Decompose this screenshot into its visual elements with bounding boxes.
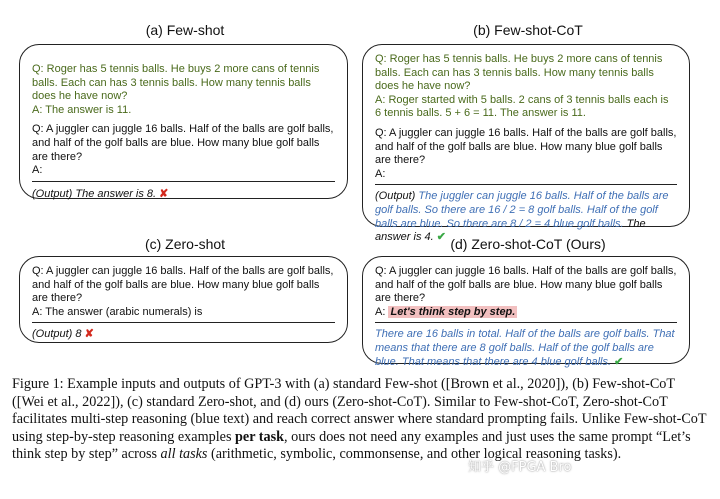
question: Q: A juggler can juggle 16 balls. Half of the balls are golf balls, and half of the golf balls are blue. How many blue golf balls are there? [32, 265, 334, 305]
figure-caption [12, 376, 710, 464]
caption-part3: (arithmetic, symbolic, commonsense, and other logical reasoning tasks). [211, 446, 622, 462]
divider [32, 181, 335, 182]
divider [32, 322, 335, 323]
panel-a-title: (a) Few-shot [145, 22, 225, 38]
panel-d-title: (d) Zero-shot-CoT (Ours) [450, 236, 606, 252]
answer-prompt: A: The answer (arabic numerals) is [32, 305, 203, 318]
divider [375, 322, 677, 323]
trigger-phrase: Let's think step by step. [390, 305, 516, 318]
panel-few-shot [19, 44, 348, 199]
cross-icon: ✘ [84, 328, 94, 341]
panel-b-title: (b) Few-shot-CoT [473, 22, 583, 38]
cross-icon: ✘ [159, 187, 169, 200]
question: Q: A juggler can juggle 16 balls. Half of the balls are golf balls, and half of the golf balls are blue. How many blue golf balls are there? [375, 265, 677, 305]
caption-part1: Figure 1: Example inputs and outputs of GPT-3 with (a) standard Few-shot ([Brown et al., 2020]), (b) Few-shot-CoT ([Wei et al., 2022]), (c) standard Zero-shot, and (d) ours (Zero-shot-CoT). Similar to Few-shot-CoT, Zero-shot-CoT facilitates multi-step reasoning (blue text) and reach correct answer where standard prompting fails. Unlike Few-shot-CoT using step-by-step reasoning examples [12, 376, 707, 445]
panel-c-title: (c) Zero-shot [144, 236, 226, 252]
divider [375, 184, 677, 185]
panel-zero-shot [19, 256, 348, 343]
caption-italic-all-tasks: all tasks [160, 446, 208, 462]
output-text: (Output) 8 [32, 328, 82, 341]
example-answer: A: The answer is 11. [32, 103, 132, 116]
check-icon: ✔ [614, 355, 624, 368]
example-question: Q: Roger has 5 tennis balls. He buys 2 more cans of tennis balls. Each can has 3 tennis balls. How many tennis balls does he have now? [32, 63, 320, 103]
caption-bold-per-task: per task [235, 428, 285, 445]
caption-part2: , ours does not need any examples and just uses the same prompt “Let’s think step by step” across [12, 428, 691, 462]
output-reasoning: The juggler can juggle 16 balls. Half of the balls are golf balls. So there are 16 / 2 = 8 golf balls. Half of the golf balls are blue. So there are 8 / 2 = 4 blue golf balls. [375, 190, 669, 230]
answer-prefix: A: [375, 305, 386, 318]
example-answer: A: Roger started with 5 balls. 2 cans of 3 tennis balls each is 6 tennis balls. 5 + 6 = 11. The answer is 11. [375, 93, 669, 120]
output-text: (Output) The answer is 8. [32, 187, 157, 200]
output-label: (Output) [375, 190, 416, 203]
question: Q: A juggler can juggle 16 balls. Half of the balls are golf balls, and half of the golf balls are blue. How many blue golf balls are there? [32, 123, 334, 163]
watermark: 知乎 @FPGA Bro [468, 460, 572, 475]
example-question: Q: Roger has 5 tennis balls. He buys 2 more cans of tennis balls. Each can has 3 tennis balls. How many tennis balls does he have now? [375, 53, 663, 93]
panel-zero-shot-cot [362, 256, 690, 368]
question: Q: A juggler can juggle 16 balls. Half of the balls are golf balls, and half of the golf balls are blue. How many blue golf balls are there? [375, 126, 677, 167]
output-reasoning: There are 16 balls in total. Half of the balls are golf balls. That means that there are 8 golf balls. Half of the golf balls are blue. That means that there are 4 blue golf balls. [375, 328, 675, 368]
check-icon: ✔ [436, 231, 446, 244]
output-answer: The answer is 4. [375, 217, 646, 244]
answer-prompt: A: [32, 164, 43, 177]
answer-prompt: A: [375, 167, 386, 180]
